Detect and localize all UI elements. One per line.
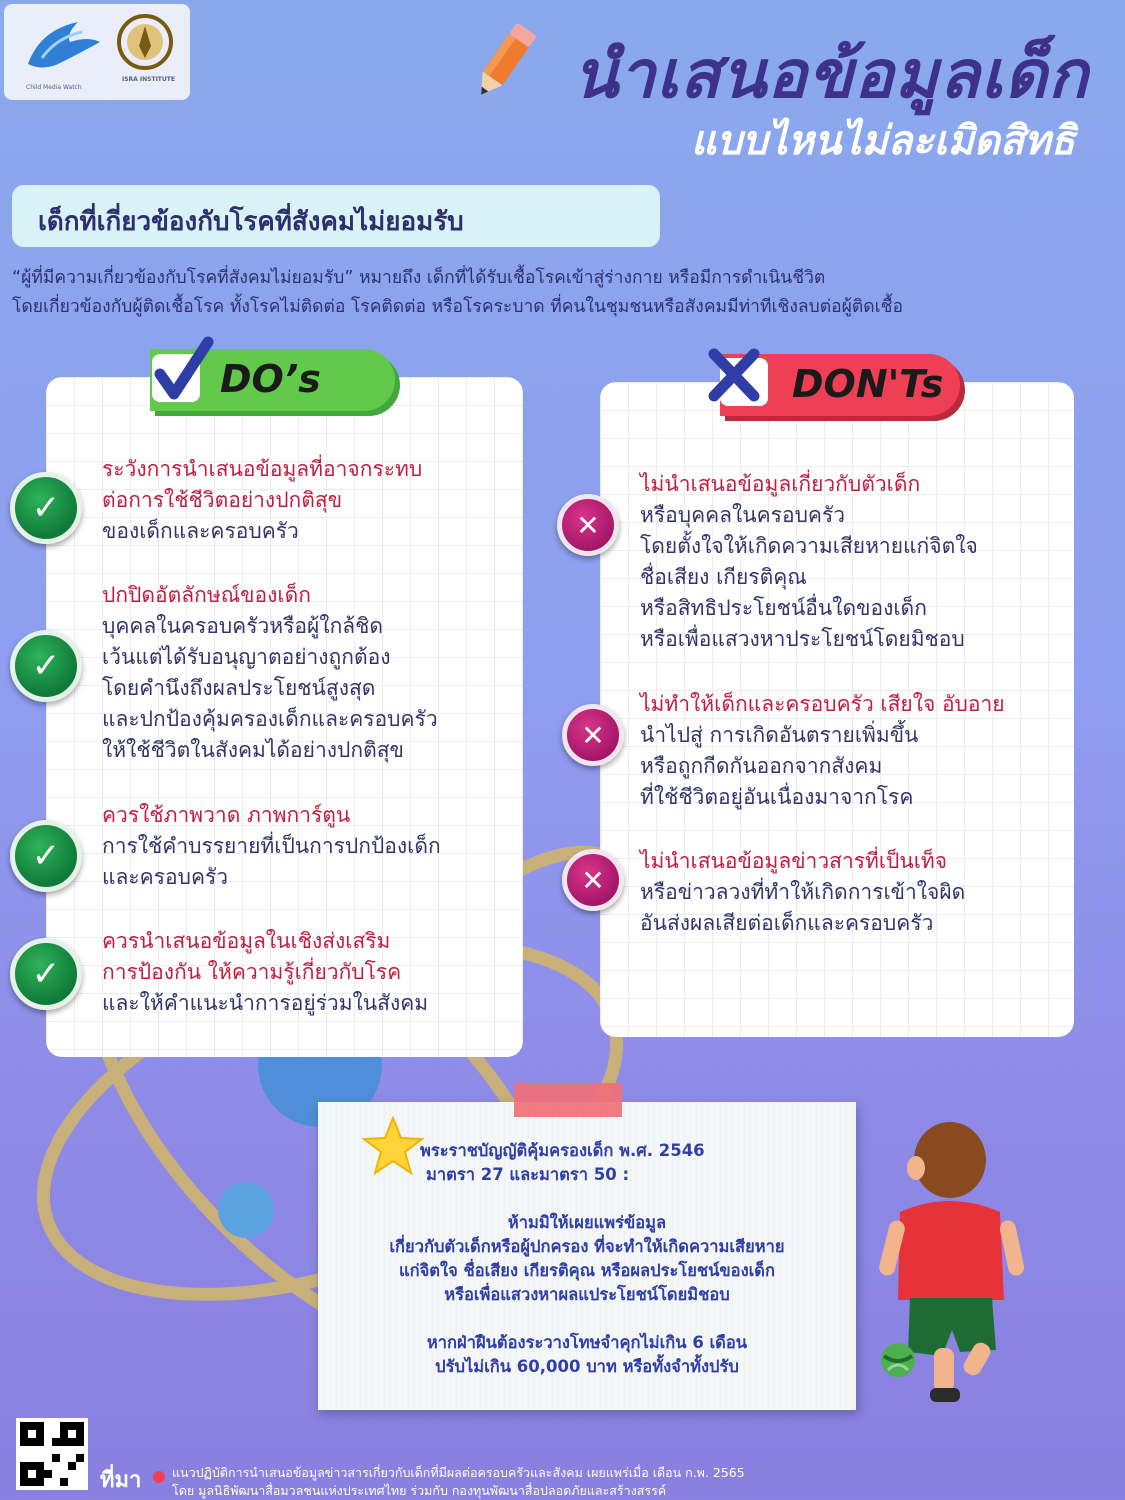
do-item-2-body-4: และปกป้องคุ้มครองเด็กและครอบครัว xyxy=(102,707,438,731)
do-item-2-body-3: โดยคำนึงถึงผลประโยชน์สูงสุด xyxy=(102,676,376,700)
left-logo-caption: Child Media Watch xyxy=(26,84,82,91)
do-item-3-body-2: และครอบครัว xyxy=(102,865,229,889)
tape-strip xyxy=(514,1083,622,1117)
do-item-2-body-2: เว้นแต่ได้รับอนุญาตอย่างถูกต้อง xyxy=(102,645,391,669)
dove-logo-icon xyxy=(22,12,104,80)
dont-item-3-head-1: ไม่นำเสนอข้อมูลข่าวสารที่เป็นเท็จ xyxy=(640,849,948,873)
check-circle-icon: ✓ xyxy=(10,630,82,702)
page-subtitle: แบบไหนไม่ละเมิดสิทธิ xyxy=(690,118,1075,164)
do-item-4-body-1: และให้คำแนะนำการอยู่ร่วมในสังคม xyxy=(102,991,429,1015)
ball-icon xyxy=(878,1340,918,1380)
star-icon xyxy=(362,1116,424,1176)
intro-line-2: โดยเกี่ยวข้องกับผู้ติดเชื้อโรค ทั้งโรคไม่ติดต่อ โรคติดต่อ หรือโรคระบาด ที่คนในชุมชนหรือสังคมมีท่าทีเชิงลบต่อผู้ติดเชื้อ xyxy=(12,297,903,317)
dont-item-3-body-1: หรือข่าวลวงที่ทำให้เกิดการเข้าใจผิด xyxy=(640,880,966,904)
dont-item-1-body-2: โดยตั้งใจให้เกิดความเสียหายแก่จิตใจ xyxy=(640,534,978,558)
law-line-2: มาตรา 27 และมาตรา 50 : xyxy=(426,1165,630,1184)
do-item-2-head-1: ปกปิดอัตลักษณ์ของเด็ก xyxy=(102,583,311,607)
pencil-icon xyxy=(464,20,544,104)
cross-circle-icon: ✕ xyxy=(562,849,624,911)
check-circle-icon: ✓ xyxy=(10,938,82,1010)
qr-code[interactable] xyxy=(16,1418,88,1490)
do-item-3-head-1: ควรใช้ภาพวาด ภาพการ์ตูน xyxy=(102,803,351,827)
do-item-4-head-2: การป้องกัน ให้ความรู้เกี่ยวกับโรค xyxy=(102,960,402,984)
big-check-icon xyxy=(148,336,214,408)
logo-panel xyxy=(4,4,190,100)
dont-item-1-head-1: ไม่นำเสนอข้อมูลเกี่ยวกับตัวเด็ก xyxy=(640,472,921,496)
cross-circle-icon: ✕ xyxy=(562,704,624,766)
qr-code-icon xyxy=(20,1422,84,1486)
do-item-2-body-1: บุคคลในครอบครัวหรือผู้ใกล้ชิด xyxy=(102,614,384,638)
big-cross-icon xyxy=(706,348,774,410)
isra-seal-icon xyxy=(116,12,174,74)
section-title: เด็กที่เกี่ยวข้องกับโรคที่สังคมไม่ยอมรับ xyxy=(38,207,464,237)
dont-item-1-body-5: หรือเพื่อแสวงหาประโยชน์โดยมิชอบ xyxy=(640,627,965,651)
law-line-8: ปรับไม่เกิน 60,000 บาท หรือทั้งจำทั้งปรับ xyxy=(435,1357,739,1376)
law-line-3: ห้ามมิให้เผยแพร่ข้อมูล xyxy=(507,1213,667,1232)
do-item-1-body-1: ของเด็กและครอบครัว xyxy=(102,519,299,543)
cross-circle-icon: ✕ xyxy=(557,494,619,556)
do-item-2-body-5: ให้ใช้ชีวิตในสังคมได้อย่างปกติสุข xyxy=(102,738,404,762)
law-line-4: เกี่ยวกับตัวเด็กหรือผู้ปกครอง ที่จะทำให้เกิดความเสียหาย xyxy=(389,1237,785,1256)
dont-item-2-body-3: ที่ใช้ชีวิตอยู่อันเนื่องมาจากโรค xyxy=(640,785,914,809)
law-line-5: แก่จิตใจ ชื่อเสียง เกียรติคุณ หรือผลประโยชน์ของเด็ก xyxy=(399,1261,775,1280)
law-line-7: หากฝ่าฝืนต้องระวางโทษจำคุกไม่เกิน 6 เดือน xyxy=(426,1333,748,1352)
dont-item-3-body-2: อันส่งผลเสียต่อเด็กและครอบครัว xyxy=(640,911,934,935)
source-dot-icon xyxy=(152,1470,166,1484)
do-item-3-body-1: การใช้คำบรรยายที่เป็นการปกป้องเด็ก xyxy=(102,834,441,858)
dont-item-1-body-3: ชื่อเสียง เกียรติคุณ xyxy=(640,565,807,589)
source-line-2: โดย มูลนิธิพัฒนาสื่อมวลชนแห่งประเทศไทย ร่วมกับ กองทุนพัฒนาสื่อปลอดภัยและสร้างสรรค์ xyxy=(172,1483,667,1498)
right-logo-caption: ISRA INSTITUTE xyxy=(122,76,175,83)
do-item-4-head-1: ควรนำเสนอข้อมูลในเชิงส่งเสริม xyxy=(102,929,391,953)
check-circle-icon: ✓ xyxy=(10,820,82,892)
intro-line-1: “ผู้ที่มีความเกี่ยวข้องกับโรคที่สังคมไม่ยอมรับ” หมายถึง เด็กที่ได้รับเชื้อโรคเข้าสู่ร่างกาย หรือมีการดำเนินชีวิต xyxy=(12,268,826,288)
dont-item-1-body-1: หรือบุคคลในครอบครัว xyxy=(640,503,846,527)
dont-item-2-head-1: ไม่ทำให้เด็กและครอบครัว เสียใจ อับอาย xyxy=(640,692,1005,716)
law-line-1: พระราชบัญญัติคุ้มครองเด็ก พ.ศ. 2546 xyxy=(420,1141,705,1160)
dont-item-2-body-1: นำไปสู่ การเกิดอันตรายเพิ่มขึ้น xyxy=(640,723,919,747)
check-circle-icon: ✓ xyxy=(10,472,82,544)
donts-label: DON'Ts xyxy=(792,362,944,406)
source-line-1: แนวปฏิบัติการนำเสนอข้อมูลข่าวสารเกี่ยวกับเด็กที่มีผลต่อครอบครัวและสังคม เผยแพร่เมื่อ เดือน ก.พ. 2565 xyxy=(172,1465,745,1480)
do-item-1-head-2: ต่อการใช้ชีวิตอย่างปกติสุข xyxy=(102,488,343,512)
dos-label: DO’s xyxy=(220,357,321,401)
source-label: ที่มา xyxy=(100,1468,142,1493)
dont-item-2-body-2: หรือถูกกีดกันออกจากสังคม xyxy=(640,754,883,778)
dont-item-1-body-4: หรือสิทธิประโยชน์อื่นใดของเด็ก xyxy=(640,596,927,620)
page-title: นำเสนอข้อมูลเด็ก xyxy=(573,36,1089,113)
do-item-1-head-1: ระวังการนำเสนอข้อมูลที่อาจกระทบ xyxy=(102,457,423,481)
law-line-6: หรือเพื่อแสวงหาผลแประโยชน์โดยมิชอบ xyxy=(444,1285,730,1304)
